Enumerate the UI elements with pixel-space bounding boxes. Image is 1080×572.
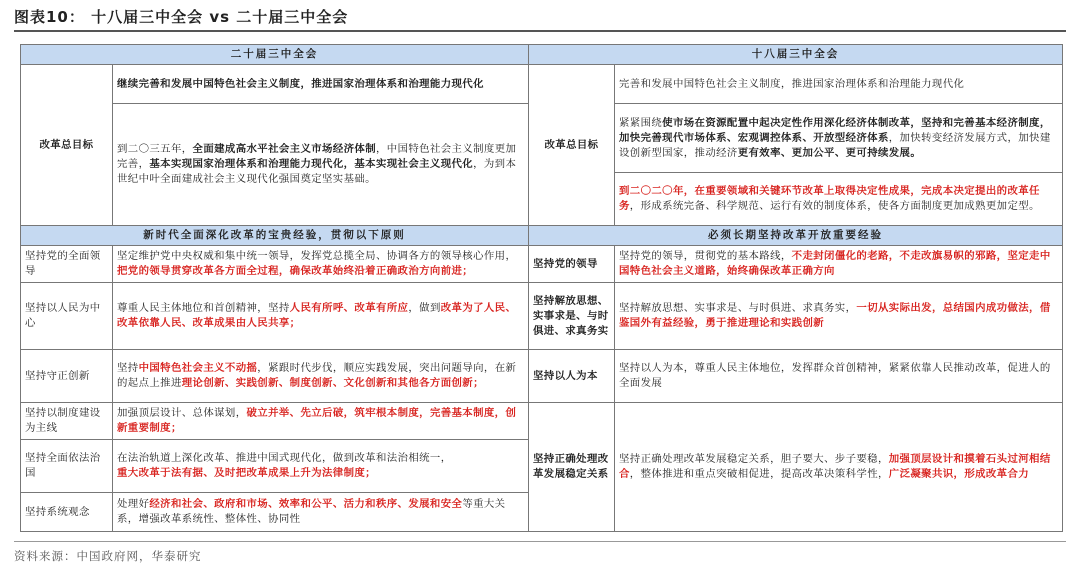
experience-text-part: 坚持解放思想、实事求是、与时俱进、求真务实，: [619, 302, 857, 314]
principle-text-part: ，紧跟时代步伐，顺应实践发展，突出问题导向，在新的起点上推进: [117, 362, 517, 389]
principle-text-highlight: 中国特色社会主义不动摇: [138, 362, 258, 374]
principle-text-highlight: 改革为了人民、改革依靠人民、改革成果由人民共享；: [117, 302, 517, 329]
figure-title: 图表10： 十八届三中全会 vs 二十届三中全会: [14, 8, 349, 26]
principle-label: 坚持系统观念: [21, 493, 113, 532]
principle-row-1: [21, 246, 1063, 283]
right-goal-2-d: 更有效率、更加公平、更可持续发展。: [737, 146, 922, 159]
principle-row-2: [21, 283, 1063, 350]
experience-label: 坚持以人为本: [529, 350, 615, 403]
principle-text-highlight: 理论创新、实践创新、制度创新、文化创新和其他各方面创新；: [181, 377, 484, 389]
header-principles: 新时代全面深化改革的宝贵经验，贯彻以下原则: [21, 226, 529, 246]
principle-label: 坚持以制度建设为主线: [21, 403, 113, 440]
goal-row-1: [21, 65, 1063, 104]
left-goal-2-c: ，中国特色社会主义制度更加完善，: [117, 143, 517, 170]
principle-label: 坚持全面依法治国: [21, 440, 113, 493]
experience-label: 坚持解放思想、实事求是、与时俱进、求真务实: [529, 283, 615, 350]
experience-label: 坚持正确处理改革发展稳定关系: [529, 403, 615, 532]
left-goal-2: [113, 104, 529, 226]
principle-text: [113, 493, 529, 532]
right-goal-2: [615, 104, 1063, 173]
principle-text: [113, 440, 529, 493]
experience-text-highlight: 加强顶层设计和摸着石头过河相结合: [619, 453, 1051, 480]
principle-text-highlight: 破立并举、先立后破，筑牢根本制度，完善基本制度，创新重要制度；: [117, 407, 517, 434]
principle-text-part: ，做到: [408, 302, 441, 314]
experience-text-part: 坚持正确处理改革发展稳定关系，胆子要大、步子要稳，: [619, 453, 889, 465]
principle-text-highlight: 把党的领导贯穿改革各方面全过程，确保改革始终沿着正确政治方向前进；: [117, 265, 474, 277]
principle-text: [113, 350, 529, 403]
right-goal-3-b: ，形成系统完备、科学规范、运行有效的制度体系，使各方面制度更加成熟更加定型。: [629, 200, 1040, 212]
header-experience: 必须长期坚持改革开放重要经验: [529, 226, 1063, 246]
principle-text: [113, 403, 529, 440]
experience-text-part: ，整体推进和重点突破相促进，提高改革决策科学性，: [629, 468, 889, 480]
right-goal-2-a: 紧紧围绕: [619, 116, 663, 129]
principle-row-4: [21, 403, 1063, 440]
right-goal-1: 完善和发展中国特色社会主义制度，推进国家治理体系和治理能力现代化: [615, 65, 1063, 104]
right-goal-3: [615, 173, 1063, 226]
header-left: 二十届三中全会: [21, 45, 529, 65]
principle-text-part: 尊重人民主体地位和首创精神，坚持: [117, 302, 290, 314]
goals-label-right: 改革总目标: [529, 65, 615, 226]
principles-header-row: [21, 226, 1063, 246]
experience-text-highlight: 一切从实际出发，总结国内成功做法，借鉴国外有益经验，勇于推进理论和实践创新: [619, 302, 1051, 329]
experience-text-part: 坚持党的领导，贯彻党的基本路线，: [619, 250, 792, 262]
principle-text-part: 等重大关系，增强改革系统性、整体性、协同性: [117, 498, 506, 525]
experience-text: [615, 283, 1063, 350]
principle-text-highlight: 经济和社会、政府和市场、效率和公平、活力和秩序、发展和安全: [149, 498, 463, 510]
left-goal-2-b: 全面建成高水平社会主义市场经济体制: [192, 143, 376, 155]
right-goal-2-c: ，加快转变经济发展方式，加快建设创新型国家，推动经济: [619, 131, 1051, 159]
principle-text-part: 处理好: [117, 498, 150, 510]
source-note: 资料来源：中国政府网，华泰研究: [14, 549, 202, 563]
experience-text: [615, 403, 1063, 532]
left-goal-2-e: ，为到本世纪中叶全面建成社会主义现代化强国奠定坚实基础。: [117, 158, 517, 185]
comparison-table: [20, 44, 1062, 532]
goals-label-left: 改革总目标: [21, 65, 113, 226]
left-goal-2-a: 到二〇三五年，: [117, 143, 193, 155]
principle-row-3: [21, 350, 1063, 403]
left-goal-2-d: 基本实现国家治理体系和治理能力现代化，基本实现社会主义现代化: [149, 158, 474, 170]
right-goal-3-a: 到二〇二〇年，在重要领域和关键环节改革上取得决定性成果，完成本决定提出的改革任务: [619, 185, 1040, 212]
principle-text-highlight: 重大改革于法有据、及时把改革成果上升为法律制度；: [117, 467, 376, 479]
footer-divider: [14, 541, 1066, 542]
experience-text: [615, 246, 1063, 283]
principle-text: [113, 283, 529, 350]
principle-text-part: 坚定维护党中央权威和集中统一领导，发挥党总揽全局、协调各方的领导核心作用，: [117, 250, 517, 262]
experience-text-highlight: 不走封闭僵化的老路，不走改旗易帜的邪路，坚定走中国特色社会主义道路，始终确保改革正确方向: [619, 250, 1051, 277]
experience-text-highlight: 广泛凝聚共识，形成改革合力: [888, 468, 1030, 480]
table-header-row: [21, 45, 1063, 65]
header-right: 十八届三中全会: [529, 45, 1063, 65]
principle-text-part: 加强顶层设计、总体谋划，: [117, 407, 247, 419]
figure-title-bar: [14, 4, 1066, 32]
experience-label: 坚持党的领导: [529, 246, 615, 283]
principle-text-highlight: 人民有所呼、改革有所应: [289, 302, 409, 314]
left-goal-1: [113, 65, 529, 104]
principle-text-part: 在法治轨道上深化改革、推进中国式现代化，做到改革和法治相统一，: [117, 452, 452, 464]
experience-text: 坚持以人为本，尊重人民主体地位，发挥群众首创精神，紧紧依靠人民推动改革，促进人的全面发展: [615, 350, 1063, 403]
principle-label: 坚持党的全面领导: [21, 246, 113, 283]
principle-label: 坚持以人民为中心: [21, 283, 113, 350]
right-goal-2-b: 使市场在资源配置中起决定性作用深化经济体制改革，坚持和完善基本经济制度，加快完善现代市场体系、宏观调控体系、开放型经济体系: [619, 116, 1051, 144]
principle-label: 坚持守正创新: [21, 350, 113, 403]
left-goal-1-text: 继续完善和发展中国特色社会主义制度，推进国家治理体系和治理能力现代化: [117, 77, 484, 90]
principle-text-part: 坚持: [117, 362, 139, 374]
principle-text: [113, 246, 529, 283]
